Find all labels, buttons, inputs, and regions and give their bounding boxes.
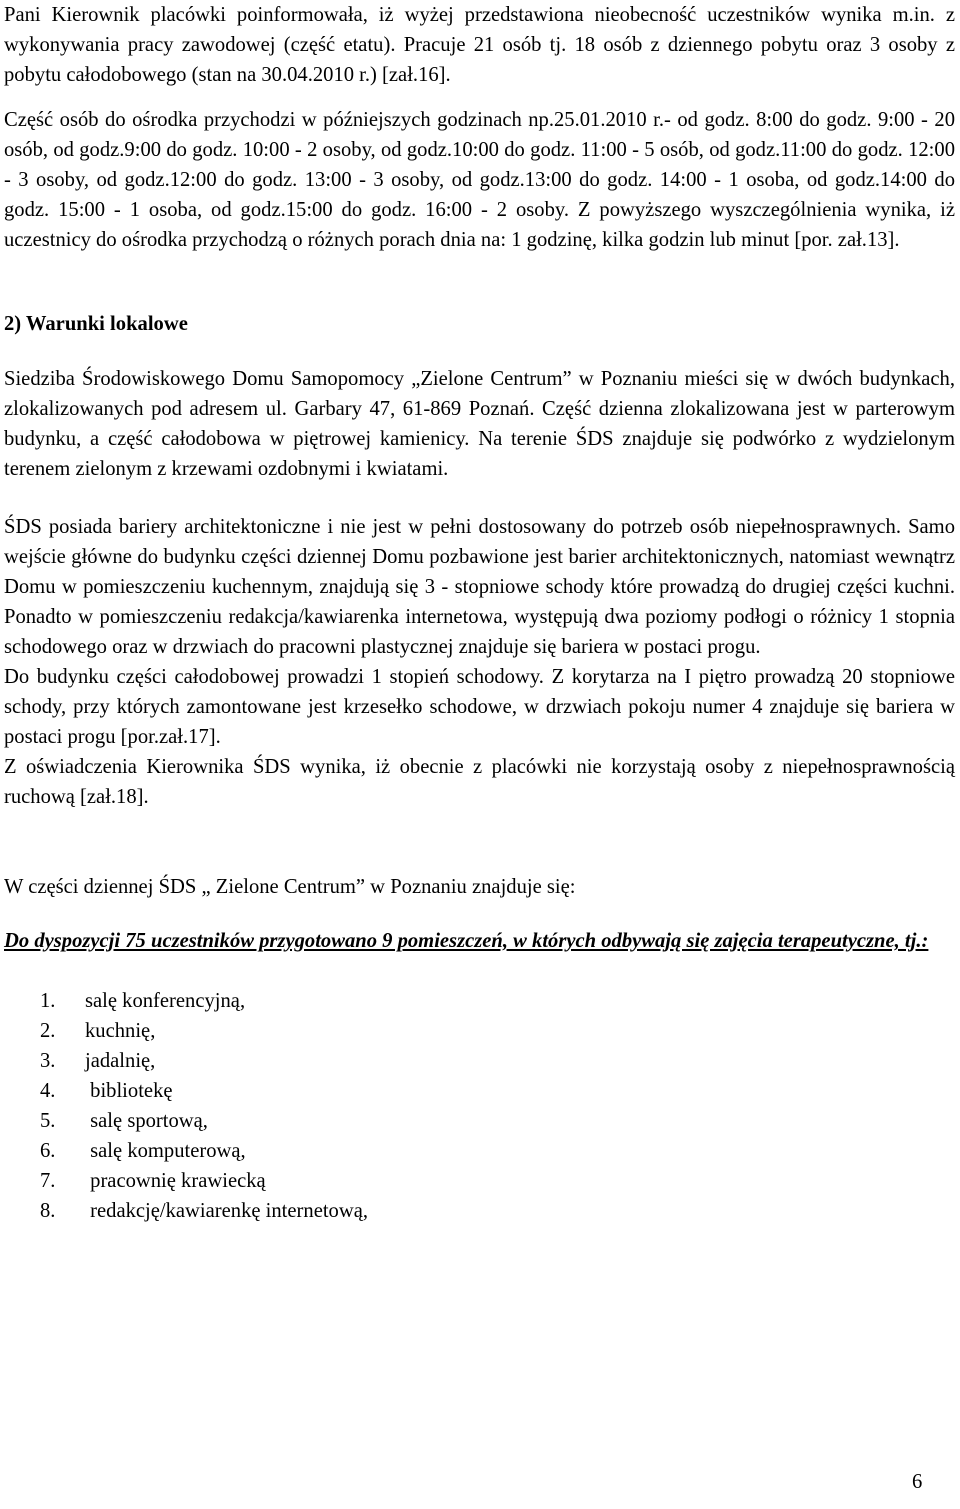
list-item <box>4 1196 955 1226</box>
list-item-number: 1. <box>40 990 56 1012</box>
paragraph-employment: Pani Kierownik placówki poinformowała, iż wyżej przedstawiona nieobecność uczestników wynika m.in. z wykonywania pracy zawodowej (część etatu). Pracuje 21 osób tj. 18 osób z dziennego pobytu oraz 3 osoby z pobytu całodobowego (stan na 30.04.2010 r.) [zał.16]. <box>4 4 955 86</box>
list-item-number: 8. <box>40 1200 56 1222</box>
list-item <box>4 1136 955 1166</box>
page-number: 6 <box>912 1471 923 1493</box>
list-item-label: kuchnię, <box>85 1020 156 1042</box>
paragraph-rooms-intro: Do dyspozycji 75 uczestników przygotowano 9 pomieszczeń, w których odbywają się zajęcia terapeutyczne, tj.: <box>4 930 929 952</box>
list-item <box>4 1166 955 1196</box>
list-item <box>4 1016 955 1046</box>
list-item <box>4 1046 955 1076</box>
document-page <box>4 0 955 1226</box>
list-item-label: jadalnię, <box>85 1050 156 1072</box>
paragraph-arrival-times: Część osób do ośrodka przychodzi w późniejszych godzinach np.25.01.2010 r.- od godz. 8:00 do godz. 9:00 - 20 osób, od godz.9:00 do godz. 10:00 - 2 osoby, od godz.10:00 do godz. 11:00 - 5 osób, od godz.11:00 do godz. 12:00 - 3 osoby, od godz.12:00 do godz. 13:00 - 3 osoby, od godz.13:00 do godz. 14:00 - 1 osoba, od godz.14:00 do godz. 15:00 - 1 osoba, od godz.15:00 do godz. 16:00 - 2 osoby. Z powyższego wyszczególnienia wynika, iż uczestnicy do ośrodka przychodzą o różnych porach dnia na: 1 godzinę, kilka godzin lub minut [por. zał.13]. <box>4 109 955 251</box>
list-item-number: 5. <box>40 1110 56 1132</box>
paragraph-barriers: ŚDS posiada bariery architektoniczne i nie jest w pełni dostosowany do potrzeb osób niepełnosprawnych. Samo wejście główne do budynku części dziennej Domu pozbawione jest barier architektonicznych, natomiast wewnątrz Domu w pomieszczeniu kuchennym, znajdują się 3 - stopniowe schody które prowadzą do drugiej części kuchni. Ponadto w pomieszczeniu redakcja/kawiarenka internetowa, występują dwa poziomy podłogi o różnicy 1 stopnia schodowego oraz w drzwiach do pracowni plastycznej znajduje się bariera w postaci progu. <box>4 516 955 658</box>
list-item-label: salę komputerową, <box>85 1140 246 1162</box>
list-item-number: 4. <box>40 1080 56 1102</box>
list-item-label: salę konferencyjną, <box>85 990 246 1012</box>
paragraph-residential-building: Do budynku części całodobowej prowadzi 1 stopień schodowy. Z korytarza na I piętro prowadzą 20 stopniowe schody, przy których zamontowane jest krzesełko schodowe, w drzwiach pokoju numer 4 znajduje się bariera w postaci progu [por.zał.17]. <box>4 666 955 748</box>
list-item-label: salę sportową, <box>85 1110 208 1132</box>
list-item-label: bibliotekę <box>85 1080 173 1102</box>
list-item-label: pracownię krawiecką <box>85 1170 266 1192</box>
list-item <box>4 1106 955 1136</box>
rooms-list <box>4 986 955 1226</box>
paragraph-manager-statement: Z oświadczenia Kierownika ŚDS wynika, iż obecnie z placówki nie korzystają osoby z niepełnosprawnością ruchową [zał.18]. <box>4 756 955 808</box>
list-item-number: 7. <box>40 1170 56 1192</box>
paragraph-location: Siedziba Środowiskowego Domu Samopomocy „Zielone Centrum” w Poznaniu mieści się w dwóch budynkach, zlokalizowanych pod adresem ul. Garbary 47, 61-869 Poznań. Część dzienna zlokalizowana jest w parterowym budynku, a część całodobowa w piętrowej kamienicy. Na terenie ŚDS znajduje się podwórko z wydzielonym terenem zielonym z krzewami ozdobnymi i kwiatami. <box>4 368 955 480</box>
paragraph-day-section-intro: W części dziennej ŚDS „ Zielone Centrum” w Poznaniu znajduje się: <box>4 876 576 898</box>
list-item-number: 3. <box>40 1050 56 1072</box>
section-heading-premises: 2) Warunki lokalowe <box>4 313 188 335</box>
list-item-label: redakcję/kawiarenkę internetową, <box>85 1200 369 1222</box>
list-item-number: 2. <box>40 1020 56 1042</box>
list-item-number: 6. <box>40 1140 56 1162</box>
list-item <box>4 986 955 1016</box>
list-item <box>4 1076 955 1106</box>
